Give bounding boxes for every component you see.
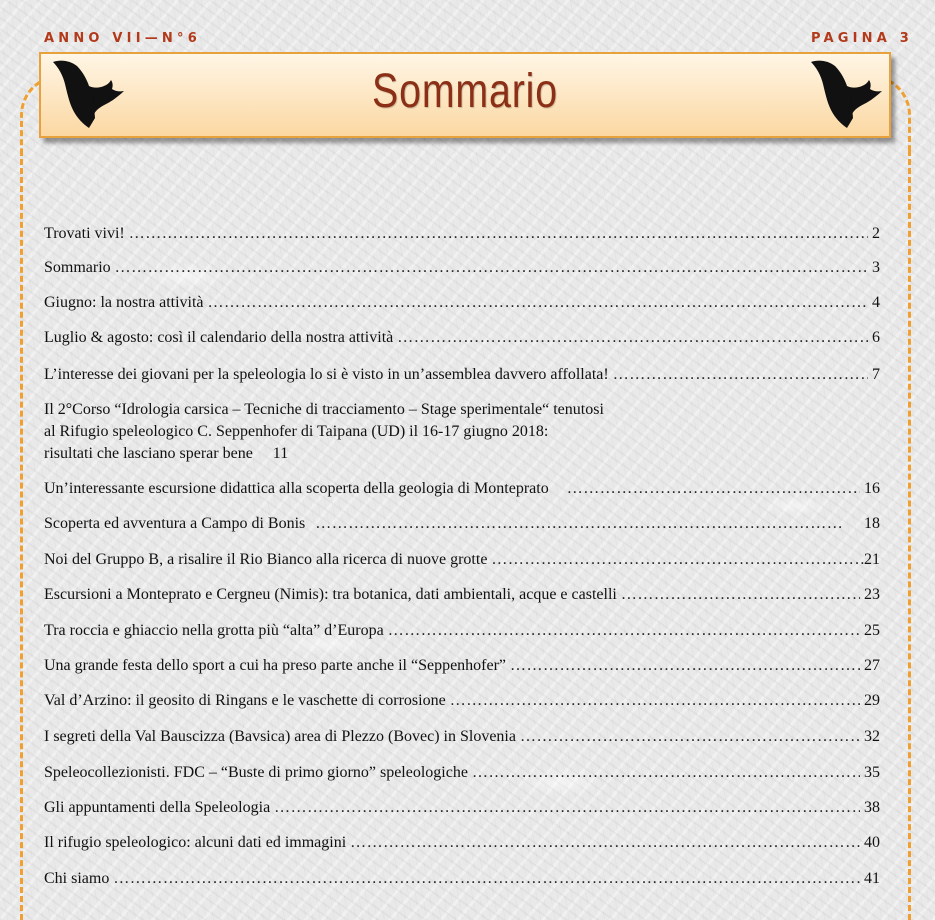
toc-leader-dots bbox=[129, 223, 868, 245]
toc-leader-dots bbox=[491, 549, 864, 571]
toc-leader-dots bbox=[621, 584, 860, 606]
toc-entry-page: 40 bbox=[864, 834, 880, 851]
toc-entry-last-line bbox=[44, 443, 880, 465]
toc-entry-page: 6 bbox=[872, 329, 880, 346]
toc-entry bbox=[44, 655, 880, 677]
toc-entry bbox=[44, 620, 880, 642]
toc-leader-dots bbox=[397, 327, 868, 349]
bat-icon bbox=[49, 58, 125, 132]
toc-entry-page: 29 bbox=[864, 692, 880, 709]
toc-entry-title: Trovati vivi! bbox=[44, 225, 125, 242]
toc-entry-title-line: risultati che lasciano sperar bene bbox=[44, 445, 253, 462]
toc-entry-title: Speleocollezionisti. FDC – “Buste di primo giorno” speleologiche bbox=[44, 764, 468, 781]
toc-entry-page: 38 bbox=[864, 799, 880, 816]
toc-leader-dots bbox=[115, 257, 868, 279]
toc-entry-title-line: Il 2°Corso “Idrologia carsica – Tecniche di tracciamento – Stage sperimentale“ tenutosi bbox=[44, 401, 604, 418]
toc-entry-title: Una grande festa dello sport a cui ha preso parte anche il “Seppenhofer” bbox=[44, 657, 507, 674]
toc-entry bbox=[44, 364, 880, 386]
toc-entry-page: 16 bbox=[864, 480, 880, 497]
toc-entry-title: I segreti della Val Bauscizza (Bavsica) area di Plezzo (Bovec) in Slovenia bbox=[44, 728, 516, 745]
toc-entry-multiline bbox=[44, 399, 880, 465]
left-dashed-border bbox=[20, 150, 23, 920]
toc-entry-page: 4 bbox=[872, 294, 880, 311]
toc-entry-title: Un’interessante escursione didattica alla scoperta della geologia di Monteprato bbox=[44, 480, 549, 497]
toc-leader-dots bbox=[274, 797, 860, 819]
toc-entry-title: Il rifugio speleologico: alcuni dati ed immagini bbox=[44, 834, 347, 851]
toc-leader-dots bbox=[388, 620, 860, 642]
toc-entry bbox=[44, 832, 880, 854]
toc-entry-page: 18 bbox=[864, 515, 880, 532]
toc-leader-dots bbox=[472, 762, 860, 784]
toc-leader-dots bbox=[315, 513, 844, 535]
toc-entry bbox=[44, 797, 880, 819]
bat-icon bbox=[807, 58, 883, 132]
toc-entry-title: Sommario bbox=[44, 259, 111, 276]
toc-entry-title: Tra roccia e ghiaccio nella grotta più “alta” d’Europa bbox=[44, 622, 384, 639]
toc-entry-page: 25 bbox=[864, 622, 880, 639]
toc-entry-title: Gli appuntamenti della Speleologia bbox=[44, 799, 271, 816]
toc-entry bbox=[44, 726, 880, 748]
toc-leader-dots bbox=[450, 690, 860, 712]
toc-entry-page: 3 bbox=[872, 259, 880, 276]
toc-entry-title: Escursioni a Monteprato e Cergneu (Nimis): tra botanica, dati ambientali, acque e castelli bbox=[44, 586, 617, 603]
toc-leader-dots bbox=[350, 832, 860, 854]
toc-leader-dots bbox=[208, 292, 868, 314]
toc-entry bbox=[44, 584, 880, 606]
toc-entry-page: 23 bbox=[864, 586, 880, 603]
toc-entry-title: L’interesse dei giovani per la speleologia lo si è visto in un’assemblea davvero affollata! bbox=[44, 366, 609, 383]
toc-entry bbox=[44, 327, 880, 349]
toc-entry-page: 35 bbox=[864, 764, 880, 781]
toc-entry bbox=[44, 549, 880, 571]
toc-entry-title: Luglio & agosto: così il calendario della nostra attività bbox=[44, 329, 394, 346]
title-banner bbox=[39, 52, 891, 138]
toc-entry bbox=[44, 478, 880, 500]
toc-entry-page: 27 bbox=[864, 657, 880, 674]
toc-entry bbox=[44, 513, 880, 535]
page-number-label: PAGINA 3 bbox=[810, 31, 913, 46]
toc-entry-page: 2 bbox=[872, 225, 880, 242]
issue-label: ANNO VII—N°6 bbox=[44, 31, 201, 46]
toc-entry-title-line: al Rifugio speleologico C. Seppenhofer di Taipana (UD) il 16-17 giugno 2018: bbox=[44, 423, 549, 440]
toc-entry-page: 41 bbox=[864, 870, 880, 887]
toc-entry bbox=[44, 292, 880, 314]
toc-entry bbox=[44, 762, 880, 784]
toc-entry bbox=[44, 257, 880, 279]
toc-entry-title: Noi del Gruppo B, a risalire il Rio Bianco alla ricerca di nuove grotte bbox=[44, 551, 488, 568]
toc-leader-dots bbox=[613, 364, 868, 386]
toc-entry-title: Scoperta ed avventura a Campo di Bonis bbox=[44, 515, 306, 532]
toc-entry bbox=[44, 868, 880, 890]
toc-entry-page: 21 bbox=[864, 551, 880, 568]
toc-leader-dots bbox=[567, 478, 860, 500]
toc-entry-page: 11 bbox=[272, 445, 289, 462]
toc-leader-dots bbox=[510, 655, 860, 677]
toc-entry-page: 7 bbox=[872, 366, 880, 383]
toc-entry bbox=[44, 690, 880, 712]
toc-entry-title: Chi siamo bbox=[44, 870, 110, 887]
toc-entry-title: Val d’Arzino: il geosito di Ringans e le vaschette di corrosione bbox=[44, 692, 446, 709]
page-title: Sommario bbox=[372, 65, 558, 118]
toc-entry-title: Giugno: la nostra attività bbox=[44, 294, 204, 311]
toc-leader-dots bbox=[113, 868, 860, 890]
right-dashed-border bbox=[908, 150, 911, 920]
toc-entry bbox=[44, 223, 880, 245]
toc-leader-dots bbox=[520, 726, 860, 748]
toc-entry-page: 32 bbox=[864, 728, 880, 745]
